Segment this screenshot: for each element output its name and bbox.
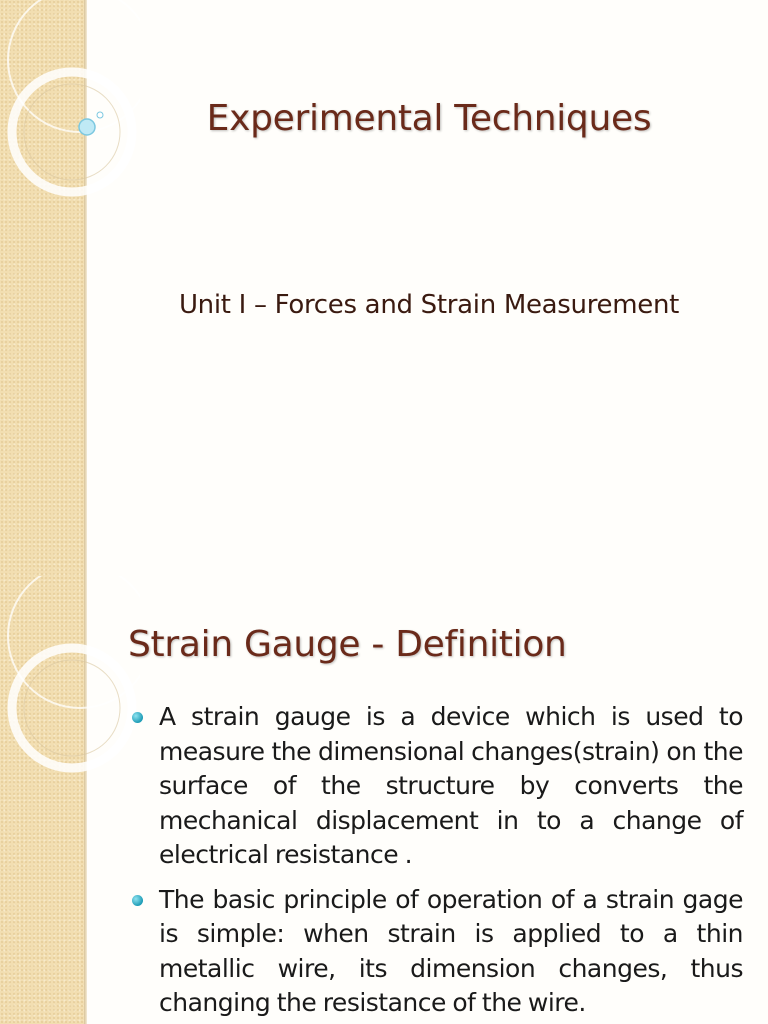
- decorative-rings-graphic: [0, 576, 140, 796]
- slide-title: Experimental Techniques: [206, 98, 652, 139]
- bullet-item: [132, 883, 743, 1021]
- bullet-dot-icon: [132, 895, 143, 906]
- slide-heading: Strain Gauge - Definition: [128, 624, 567, 665]
- bullet-dot-icon: [132, 712, 143, 723]
- bullet-item: [132, 700, 743, 873]
- definition-slide: [0, 576, 768, 1024]
- bullet-list: [132, 700, 743, 1024]
- bullet-text: A strain gauge is a device which is used to measure the dimensional changes(strain) on the surface of the structure by converts the mechanical displacement in to a change of electrical resistance .: [159, 702, 743, 869]
- bullet-text: The basic principle of operation of a strain gage is simple: when strain is applied to a thin metallic wire, its dimension changes, thus changing the resistance of the wire.: [159, 884, 743, 1017]
- slide-subtitle: Unit I – Forces and Strain Measurement: [178, 290, 680, 320]
